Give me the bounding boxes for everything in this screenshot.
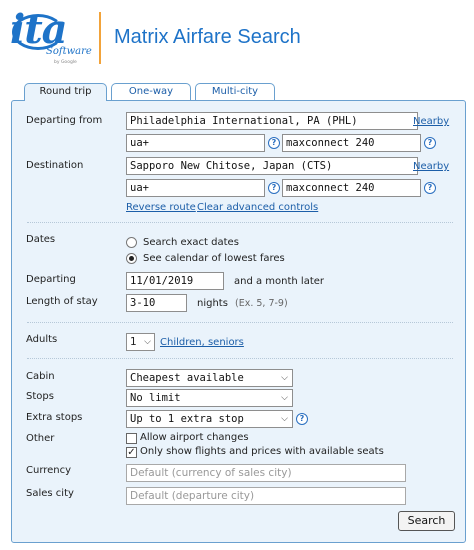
question-circle-icon[interactable]: ? [268,182,280,194]
extra-stops-label: Extra stops [26,412,83,423]
adults-label: Adults [26,334,58,345]
cabin-select[interactable] [126,369,293,387]
tab-multi-city[interactable]: Multi-city [195,83,275,100]
allow-airport-changes-checkbox[interactable] [126,433,137,444]
currency-input[interactable]: Default (currency of sales city) [126,464,406,482]
origin-routing-input[interactable]: ua+ [126,134,265,152]
destination-label: Destination [26,160,84,171]
sales-city-label: Sales city [26,488,74,499]
adults-value: 1 [130,336,137,348]
origin-input[interactable]: Philadelphia International, PA (PHL) [126,112,418,130]
cabin-value: Cheapest available [130,372,244,384]
logo-google-text: by Google [54,60,77,65]
departing-date-input[interactable]: 11/01/2019 [126,272,224,290]
children-seniors-link[interactable]: Children, seniors [160,337,244,348]
question-circle-icon[interactable]: ? [424,137,436,149]
search-form-panel [11,100,466,543]
sales-city-input[interactable]: Default (departure city) [126,487,406,505]
stops-label: Stops [26,391,54,402]
departing-label: Departing [26,274,76,285]
length-of-stay-input[interactable]: 3-10 [126,294,187,312]
destination-extension-input[interactable]: maxconnect 240 [282,179,421,197]
chevron-down-icon: ⌵ [144,337,151,347]
reverse-route-link[interactable]: Reverse route [126,202,196,213]
extra-stops-value: Up to 1 extra stop [130,413,244,425]
stops-select[interactable] [126,389,293,407]
adults-select[interactable] [126,333,155,351]
other-label: Other [26,433,55,444]
destination-routing-input[interactable]: ua+ [126,179,265,197]
section-divider [27,322,453,323]
logo-subtext: Software [46,46,92,57]
origin-nearby-link[interactable]: Nearby [413,116,450,127]
nights-hint: (Ex. 5, 7-9) [235,298,288,309]
question-circle-icon[interactable]: ? [268,137,280,149]
allow-airport-changes-label: Allow airport changes [140,432,249,443]
chevron-down-icon: ⌵ [281,373,288,383]
only-show-available-checkbox[interactable]: ✓ [127,447,136,458]
question-circle-icon[interactable]: ? [296,413,308,425]
departing-from-label: Departing from [26,115,103,126]
only-show-available-label: Only show flights and prices with available seats [140,446,384,457]
destination-input[interactable]: Sapporo New Chitose, Japan (CTS) [126,157,418,175]
cabin-label: Cabin [26,371,55,382]
chevron-down-icon: ⌵ [281,393,288,403]
tab-one-way[interactable]: One-way [111,83,191,100]
currency-label: Currency [26,465,72,476]
extra-stops-select[interactable] [126,410,293,428]
tab-round-trip[interactable]: Round trip [24,83,107,101]
logo-text: ita [10,6,67,53]
search-button[interactable]: Search [398,511,455,531]
destination-nearby-link[interactable]: Nearby [413,161,450,172]
clear-advanced-controls-link[interactable]: Clear advanced controls [197,202,319,213]
nights-label: nights [197,298,228,309]
ita-logo [10,6,92,66]
section-divider [27,358,453,359]
stops-value: No limit [130,392,181,404]
page-title: Matrix Airfare Search [114,26,301,48]
departing-note: and a month later [234,276,325,287]
question-circle-icon[interactable]: ? [424,182,436,194]
section-divider [27,222,453,223]
dates-label: Dates [26,234,56,245]
chevron-down-icon: ⌵ [281,414,288,424]
header-divider [99,12,101,64]
search-exact-dates-radio[interactable] [126,237,137,248]
see-calendar-radio[interactable] [126,253,137,264]
origin-extension-input[interactable]: maxconnect 240 [282,134,421,152]
search-exact-dates-label: Search exact dates [143,237,239,248]
length-of-stay-label: Length of stay [26,296,98,307]
see-calendar-label: See calendar of lowest fares [143,253,285,264]
